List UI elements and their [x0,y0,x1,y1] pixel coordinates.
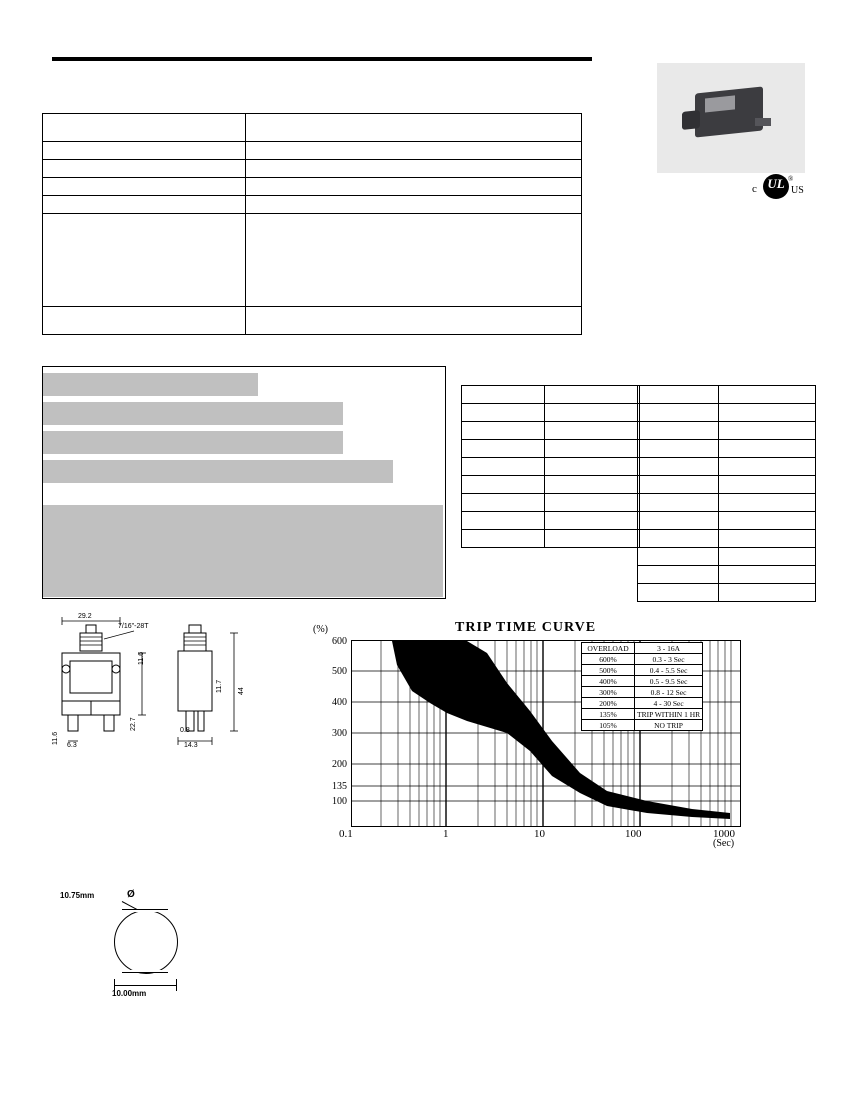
dimension-svg [38,615,288,795]
amp-cell [719,440,816,458]
table-row [582,643,703,654]
legend-time: 0.5 - 9.5 Sec [635,676,703,687]
chart-ylabel: (%) [313,624,328,635]
y-tick-400: 400 [332,697,347,708]
x-tick-10: 10 [534,828,545,840]
amp-cell [719,494,816,512]
legend-time: 0.8 - 12 Sec [635,687,703,698]
legend-overload: 300% [582,687,635,698]
ul-logo-letters: UL [767,176,785,191]
table-row [638,458,816,476]
rating-cell [545,440,640,458]
table-row [582,709,703,720]
diagram-bar-2 [43,402,343,425]
rating-table [461,385,640,548]
hole-diameter-label: 10.75mm [60,891,95,900]
header-rule [52,57,592,61]
width-tick-right [176,979,177,991]
dim-h-11-6b: 11.6 [52,731,59,745]
amp-cell [638,494,719,512]
table-row [638,476,816,494]
amp-cell [638,422,719,440]
amp-cell [719,566,816,584]
spec-label [43,178,246,196]
spec-value [246,160,582,178]
dim-thread: 7/16"-28T [118,623,149,630]
rating-cell [545,476,640,494]
rating-cell [462,404,545,422]
breaker-body [695,86,763,137]
table-row [462,422,640,440]
registered-icon: ® [788,175,794,183]
x-tick-1: 1 [443,828,449,840]
rating-cell [462,422,545,440]
chart-xlabel: (Sec) [713,838,735,849]
x-tick-100: 100 [625,828,642,840]
amp-cell [638,548,719,566]
amp-cell [719,386,816,404]
table-row [462,512,640,530]
dimension-drawing [38,615,288,795]
rating-cell [462,512,545,530]
legend-overload: 400% [582,676,635,687]
table-row [638,548,816,566]
amp-cell [638,404,719,422]
spec-label [43,196,246,214]
y-tick-100: 100 [332,796,347,807]
cutout-flat-top [122,909,168,912]
rating-cell [545,458,640,476]
amp-cell [719,512,816,530]
diameter-symbol-icon: Ø [127,889,135,900]
rating-cell [545,386,640,404]
dim-h-44: 44 [238,687,245,695]
dim-h-11-6: 11.6 [138,651,145,665]
spec-value [246,142,582,160]
rating-cell [545,404,640,422]
rating-cell [462,440,545,458]
amp-cell [638,512,719,530]
rating-cell [462,494,545,512]
table-row [462,530,640,548]
diagram-bar-4 [43,460,393,483]
amp-cell [638,530,719,548]
spec-label [43,214,246,307]
table-row [43,160,582,178]
y-tick-500: 500 [332,666,347,677]
product-photo [657,63,805,173]
amp-cell [638,458,719,476]
rating-cell [462,476,545,494]
dim-h-11-7: 11.7 [216,679,223,693]
rating-cell [545,422,640,440]
legend-time: 0.3 - 3 Sec [635,654,703,665]
table-row [582,698,703,709]
table-row [638,584,816,602]
legend-time: 0.4 - 5.5 Sec [635,665,703,676]
dim-w-14-3: 14.3 [184,742,198,749]
dim-h-22-7: 22.7 [130,717,137,731]
rating-cell [462,458,545,476]
rating-cell [462,530,545,548]
table-row [638,440,816,458]
amp-cell [719,404,816,422]
spec-value [246,307,582,335]
rating-cell [462,386,545,404]
spec-label [43,307,246,335]
rating-cell [545,494,640,512]
spec-label [43,142,246,160]
panel-cutout-drawing [60,885,240,1015]
y-tick-300: 300 [332,728,347,739]
ul-certification-mark [752,174,812,200]
amp-cell [719,458,816,476]
x-tick-0-1: 0.1 [339,828,353,840]
spec-label [43,114,246,142]
diagram-bar-1 [43,373,258,396]
legend-overload: 135% [582,709,635,720]
ul-logo-icon [763,174,789,199]
table-row [638,566,816,584]
dim-w-6-3: 6.3 [67,742,77,749]
table-row [638,530,816,548]
table-row [638,494,816,512]
amp-cell [638,440,719,458]
cutout-flat-bottom [122,970,168,973]
table-row [462,386,640,404]
table-row [462,458,640,476]
table-row [43,196,582,214]
table-row [638,404,816,422]
table-row [462,476,640,494]
ampere-table [637,385,816,602]
table-row [582,676,703,687]
table-row [462,440,640,458]
dim-w-0-8: 0.8 [180,727,190,734]
breaker-terminal [755,118,771,126]
cutout-circle [114,910,178,974]
amp-cell [638,476,719,494]
diagram-gap [43,489,443,505]
table-row [43,114,582,142]
table-row [462,404,640,422]
chart-title: TRIP TIME CURVE [455,620,597,635]
amp-cell [719,422,816,440]
spec-value [246,114,582,142]
width-dimension-line [114,985,176,986]
amp-cell [719,530,816,548]
diagram-panel [43,505,443,597]
legend-time: 4 - 30 Sec [635,698,703,709]
table-row [43,178,582,196]
legend-overload: 105% [582,720,635,731]
rating-cell [545,530,640,548]
trip-time-curve [305,618,755,858]
y-tick-200: 200 [332,759,347,770]
table-row [462,494,640,512]
spec-value [246,214,582,307]
table-row [582,654,703,665]
specification-table [42,113,582,335]
table-row [582,687,703,698]
x-tick-1000: 1000 [713,828,735,840]
diagram-block [42,366,446,599]
amp-cell [638,584,719,602]
breaker-button [682,110,700,130]
table-row [638,512,816,530]
spec-value [246,196,582,214]
legend-overload: 200% [582,698,635,709]
ul-c-label: c [752,183,757,195]
y-tick-600: 600 [332,636,347,647]
legend-overload: 500% [582,665,635,676]
legend-overload: 600% [582,654,635,665]
legend-time: TRIP WITHIN 1 HR [635,709,703,720]
table-row [43,214,582,307]
table-row [638,422,816,440]
ul-us-label: US [791,185,804,196]
y-tick-135: 135 [332,781,347,792]
legend-header-overload: OVERLOAD [582,643,635,654]
hole-width-label: 10.00mm [112,989,147,998]
table-row [582,665,703,676]
amp-cell [638,386,719,404]
spec-value [246,178,582,196]
amp-cell [719,548,816,566]
legend-time: NO TRIP [635,720,703,731]
spec-label [43,160,246,178]
amp-cell [719,584,816,602]
amp-cell [719,476,816,494]
amp-cell [638,566,719,584]
overload-legend-table [581,642,703,731]
table-row [582,720,703,731]
diagram-bar-3 [43,431,343,454]
dim-width-top: 29.2 [78,613,92,620]
table-row [43,307,582,335]
table-row [43,142,582,160]
rating-cell [545,512,640,530]
table-row [638,386,816,404]
legend-header-range: 3 - 16A [635,643,703,654]
